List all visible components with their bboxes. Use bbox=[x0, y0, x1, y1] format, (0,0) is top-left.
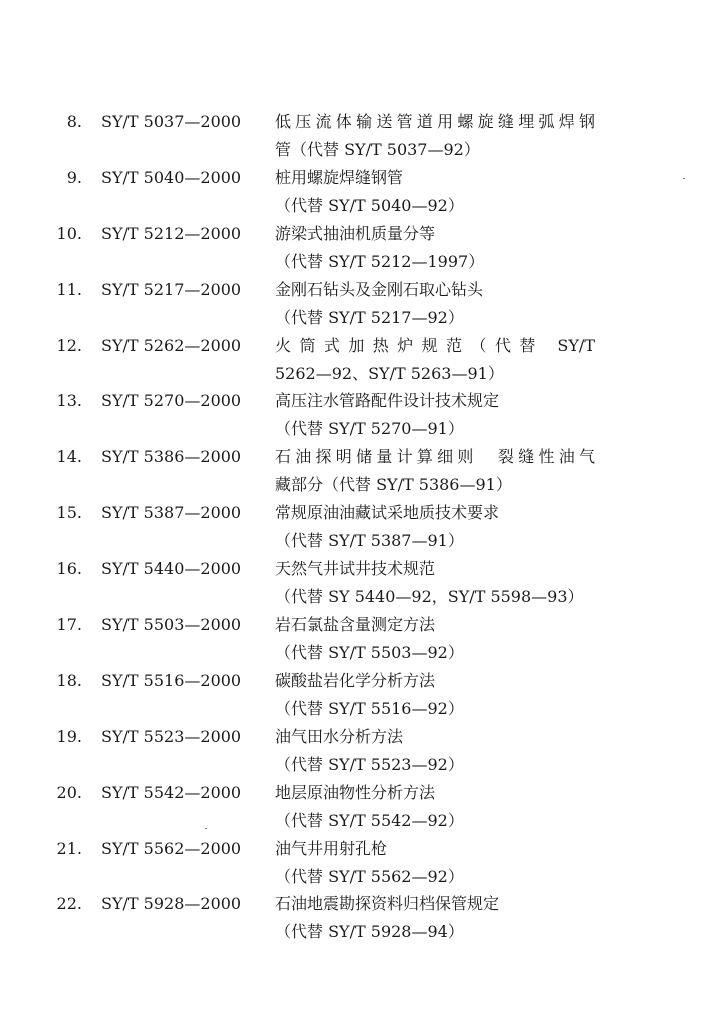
title-line-2: 藏部分（代替 SY/T 5386—91） bbox=[275, 475, 512, 495]
title-line-1: 游梁式抽油机质量分等 bbox=[275, 223, 436, 243]
standards-list bbox=[0, 108, 724, 946]
title-line-2: （代替 SY/T 5387—91） bbox=[275, 531, 464, 551]
standard-title bbox=[275, 499, 605, 555]
standard-code: SY/T 5040—2000 bbox=[101, 167, 242, 187]
item-number: 17. bbox=[56, 615, 82, 635]
standard-code: SY/T 5562—2000 bbox=[101, 838, 242, 858]
list-item bbox=[0, 835, 724, 891]
item-number: 22. bbox=[56, 894, 82, 914]
standard-code: SY/T 5928—2000 bbox=[101, 894, 242, 914]
title-line-1: 石油地震勘探资料归档保管规定 bbox=[275, 894, 500, 914]
title-line-1: 岩石氯盐含量测定方法 bbox=[275, 615, 436, 635]
item-number: 8. bbox=[66, 112, 82, 131]
title-line-2: （代替 SY/T 5523—92） bbox=[275, 754, 464, 774]
item-number: 18. bbox=[56, 670, 82, 690]
title-line-2: 管（代替 SY/T 5037—92） bbox=[275, 140, 480, 159]
title-line-1: 石油探明储量计算细则 裂缝性油气 bbox=[275, 447, 595, 467]
standard-title bbox=[275, 667, 605, 723]
standard-title bbox=[275, 276, 605, 332]
title-line-1: 碳酸盐岩化学分析方法 bbox=[275, 670, 436, 690]
title-line-2: （代替 SY/T 5516—92） bbox=[275, 698, 464, 718]
standard-title bbox=[275, 835, 605, 891]
title-line-2: （代替 SY/T 5562—92） bbox=[275, 866, 464, 886]
item-number: 14. bbox=[56, 447, 82, 467]
item-number: 16. bbox=[56, 559, 82, 579]
list-item bbox=[0, 332, 724, 388]
standard-code: SY/T 5217—2000 bbox=[101, 279, 242, 299]
standard-code: SY/T 5387—2000 bbox=[101, 503, 242, 523]
standard-code: SY/T 5037—2000 bbox=[101, 112, 242, 131]
title-line-2: （代替 SY/T 5040—92） bbox=[275, 195, 464, 215]
item-number: 13. bbox=[56, 391, 82, 411]
title-line-2: 5262—92、SY/T 5263—91） bbox=[275, 363, 504, 383]
title-line-1: 天然气井试井技术规范 bbox=[275, 559, 436, 579]
standard-title bbox=[275, 332, 605, 388]
list-item bbox=[0, 667, 724, 723]
title-line-2: （代替 SY/T 5217—92） bbox=[275, 307, 464, 327]
title-line-2: （代替 SY 5440—92，SY/T 5598—93） bbox=[275, 587, 584, 607]
title-line-1: 金刚石钻头及金刚石取心钻头 bbox=[275, 279, 484, 299]
list-item bbox=[0, 723, 724, 779]
list-item bbox=[0, 443, 724, 499]
standard-title bbox=[275, 220, 605, 276]
item-number: 19. bbox=[56, 726, 82, 746]
list-item bbox=[0, 276, 724, 332]
standard-title bbox=[275, 387, 605, 443]
standard-code: SY/T 5270—2000 bbox=[101, 391, 242, 411]
item-number: 15. bbox=[56, 503, 82, 523]
standard-code: SY/T 5542—2000 bbox=[101, 782, 242, 802]
item-number: 12. bbox=[56, 335, 82, 355]
standard-code: SY/T 5503—2000 bbox=[101, 615, 242, 635]
title-line-1: 低压流体输送管道用螺旋缝埋弧焊钢 bbox=[275, 112, 595, 131]
standard-code: SY/T 5440—2000 bbox=[101, 559, 242, 579]
scan-speck bbox=[683, 178, 685, 179]
title-line-1: 地层原油物性分析方法 bbox=[275, 782, 436, 802]
standard-title bbox=[275, 164, 605, 220]
title-line-1: 高压注水管路配件设计技术规定 bbox=[275, 391, 500, 411]
standard-code: SY/T 5212—2000 bbox=[101, 223, 242, 243]
list-item bbox=[0, 499, 724, 555]
title-line-2: （代替 SY/T 5212—1997） bbox=[275, 251, 485, 271]
standard-code: SY/T 5386—2000 bbox=[101, 447, 242, 467]
title-line-1: 桩用螺旋焊缝钢管 bbox=[275, 167, 404, 187]
item-number: 11. bbox=[56, 279, 82, 299]
title-line-2: （代替 SY/T 5503—92） bbox=[275, 643, 464, 663]
title-line-1: 油气井用射孔枪 bbox=[275, 838, 388, 858]
standard-title bbox=[275, 779, 605, 835]
list-item bbox=[0, 890, 724, 946]
list-item bbox=[0, 779, 724, 835]
item-number: 20. bbox=[56, 782, 82, 802]
list-item bbox=[0, 220, 724, 276]
item-number: 21. bbox=[56, 838, 82, 858]
standard-title bbox=[275, 723, 605, 779]
standard-title bbox=[275, 443, 605, 499]
list-item bbox=[0, 611, 724, 667]
standard-title bbox=[275, 611, 605, 667]
list-item bbox=[0, 555, 724, 611]
title-line-2: （代替 SY/T 5928—94） bbox=[275, 922, 464, 942]
standard-title bbox=[275, 890, 605, 946]
scan-speck bbox=[205, 828, 207, 829]
title-line-1: 火筒式加热炉规范（代替 SY/T bbox=[275, 335, 595, 355]
title-line-2: （代替 SY/T 5270—91） bbox=[275, 419, 464, 439]
standard-code: SY/T 5262—2000 bbox=[101, 335, 242, 355]
list-item bbox=[0, 164, 724, 220]
item-number: 9. bbox=[66, 167, 82, 187]
standard-code: SY/T 5516—2000 bbox=[101, 670, 242, 690]
list-item bbox=[0, 108, 724, 164]
title-line-1: 油气田水分析方法 bbox=[275, 726, 404, 746]
title-line-1: 常规原油油藏试采地质技术要求 bbox=[275, 503, 500, 523]
standard-title bbox=[275, 555, 605, 611]
list-item bbox=[0, 387, 724, 443]
standard-code: SY/T 5523—2000 bbox=[101, 726, 242, 746]
title-line-2: （代替 SY/T 5542—92） bbox=[275, 810, 464, 830]
item-number: 10. bbox=[56, 223, 82, 243]
standard-title bbox=[275, 108, 605, 164]
